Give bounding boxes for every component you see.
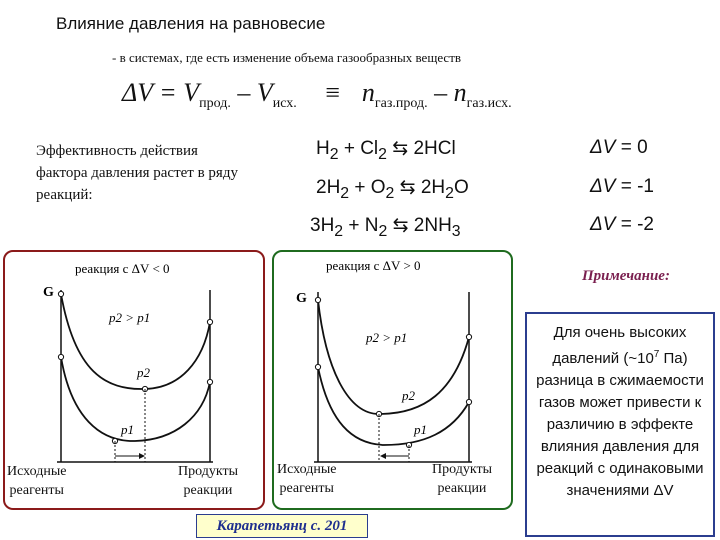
left-curve-p2 — [61, 294, 210, 389]
formula-sub-gas-prod: газ.прод. — [374, 96, 428, 112]
arrow-right-icon — [139, 453, 145, 459]
left-point — [207, 379, 212, 384]
page-title: Влияние давления на равновесие — [56, 14, 326, 33]
note-exponent: 7 — [653, 349, 660, 360]
reaction-1-dv-label: ΔV — [590, 137, 616, 158]
citation-box: Карапетьянц с. 201 — [196, 514, 368, 538]
left-p1-label: p1 — [121, 422, 134, 437]
right-point — [315, 297, 320, 302]
equilibrium-arrow-icon: ⇆ — [387, 215, 414, 236]
note-title: Примечание: — [582, 268, 670, 284]
reaction-2-dv-label: ΔV — [590, 176, 616, 197]
right-energy-diagram-panel — [272, 250, 513, 510]
left-point — [58, 291, 63, 296]
equilibrium-arrow-icon: ⇆ — [386, 138, 414, 159]
reaction-2-dv — [590, 176, 654, 198]
right-p2-label: p2 — [402, 388, 415, 403]
left-x-right-line1: Продукты — [178, 464, 238, 479]
arrow-left-icon — [380, 453, 386, 459]
reaction-1-lhs-sub: 2 — [329, 145, 339, 163]
right-x-left-line1: Исходные — [277, 462, 337, 477]
right-curve-p1 — [318, 367, 469, 445]
reaction-2 — [316, 176, 469, 203]
right-p1-label: p1 — [414, 422, 427, 437]
reaction-2-rhs: 2H — [420, 177, 446, 198]
right-point — [466, 334, 471, 339]
left-x-left-label — [7, 462, 66, 500]
subtitle: - в системах, где есть изменение объема газообразных веществ — [112, 50, 462, 65]
reaction-1-lhs: H — [316, 138, 330, 159]
right-point — [466, 399, 471, 404]
right-curve-p2 — [318, 300, 469, 414]
volume-change-formula — [122, 78, 512, 112]
reaction-3-rhs-sub: 3 — [451, 222, 461, 240]
reaction-1-mid: + Cl — [338, 138, 379, 159]
left-p2-label: p2 — [137, 365, 150, 380]
reaction-2-rhs-tail: O — [453, 177, 469, 198]
left-point — [58, 354, 63, 359]
right-diagram-header: реакция с ΔV > 0 — [326, 258, 421, 273]
right-x-right-line1: Продукты — [432, 462, 492, 477]
left-energy-diagram-panel — [3, 250, 265, 510]
reaction-1-dv-value: = 0 — [615, 137, 648, 158]
left-x-left-line2: реагенты — [9, 483, 64, 498]
reaction-3-rhs: 2NH — [413, 215, 452, 236]
formula-sub-isx: исх. — [272, 96, 297, 112]
effectiveness-text: Эффективность действия фактора давления растет в ряду реакций: — [36, 143, 238, 203]
reaction-2-mid: + O — [349, 177, 386, 198]
reaction-3 — [310, 214, 461, 241]
reaction-3-lhs-sub: 2 — [334, 222, 344, 240]
note-text-before: Для очень высоких давлений (~10 — [552, 324, 687, 367]
right-x-left-label — [277, 460, 336, 498]
left-p-relation: p2 > p1 — [109, 310, 151, 325]
reaction-3-dv — [590, 214, 654, 236]
reaction-3-dv-value: = -2 — [615, 214, 654, 235]
right-p-relation: p2 > p1 — [366, 330, 408, 345]
equilibrium-arrow-icon: ⇆ — [394, 177, 421, 198]
formula-minus1: – V — [230, 78, 273, 107]
left-point — [207, 319, 212, 324]
formula-equiv: ≡ — [325, 78, 340, 107]
reaction-2-dv-value: = -1 — [615, 176, 654, 197]
reaction-2-mid-sub: 2 — [385, 184, 395, 202]
right-x-left-line2: реагенты — [279, 481, 334, 496]
reaction-1-dv — [590, 137, 648, 159]
reaction-2-rhs-sub: 2 — [445, 184, 454, 202]
reaction-3-lhs: 3H — [310, 215, 335, 236]
formula-n1: n — [361, 78, 375, 107]
left-x-left-line1: Исходные — [7, 464, 67, 479]
left-x-right-label — [178, 462, 238, 500]
note-text-after: Па) разница в сжимаемости газов может привести к различию в эффекте влияния давления для реакций с одинаковыми значениями ΔV — [536, 350, 704, 499]
reaction-1-mid-sub: 2 — [378, 145, 387, 163]
right-point — [315, 364, 320, 369]
right-x-right-line2: реакции — [437, 481, 487, 496]
formula-dv: ΔV = V — [122, 78, 200, 107]
formula-sub-prod: прод. — [199, 96, 231, 112]
note-box — [525, 312, 715, 537]
reaction-3-dv-label: ΔV — [590, 214, 616, 235]
left-g-axis-label: G — [43, 285, 54, 300]
formula-sub-gas-isx: газ.исх. — [466, 96, 512, 112]
reaction-3-mid-sub: 2 — [378, 222, 388, 240]
reaction-1 — [316, 137, 456, 164]
reaction-2-lhs-sub: 2 — [340, 184, 350, 202]
right-g-axis-label: G — [296, 291, 307, 306]
left-diagram-header: реакция с ΔV < 0 — [75, 261, 170, 276]
reaction-2-lhs: 2H — [316, 177, 341, 198]
reaction-3-mid: + N — [343, 215, 379, 236]
right-x-right-label — [432, 460, 492, 498]
left-x-right-line2: реакции — [183, 483, 233, 498]
formula-minus2: – n — [427, 78, 467, 107]
reaction-1-rhs: 2HCl — [413, 138, 456, 159]
